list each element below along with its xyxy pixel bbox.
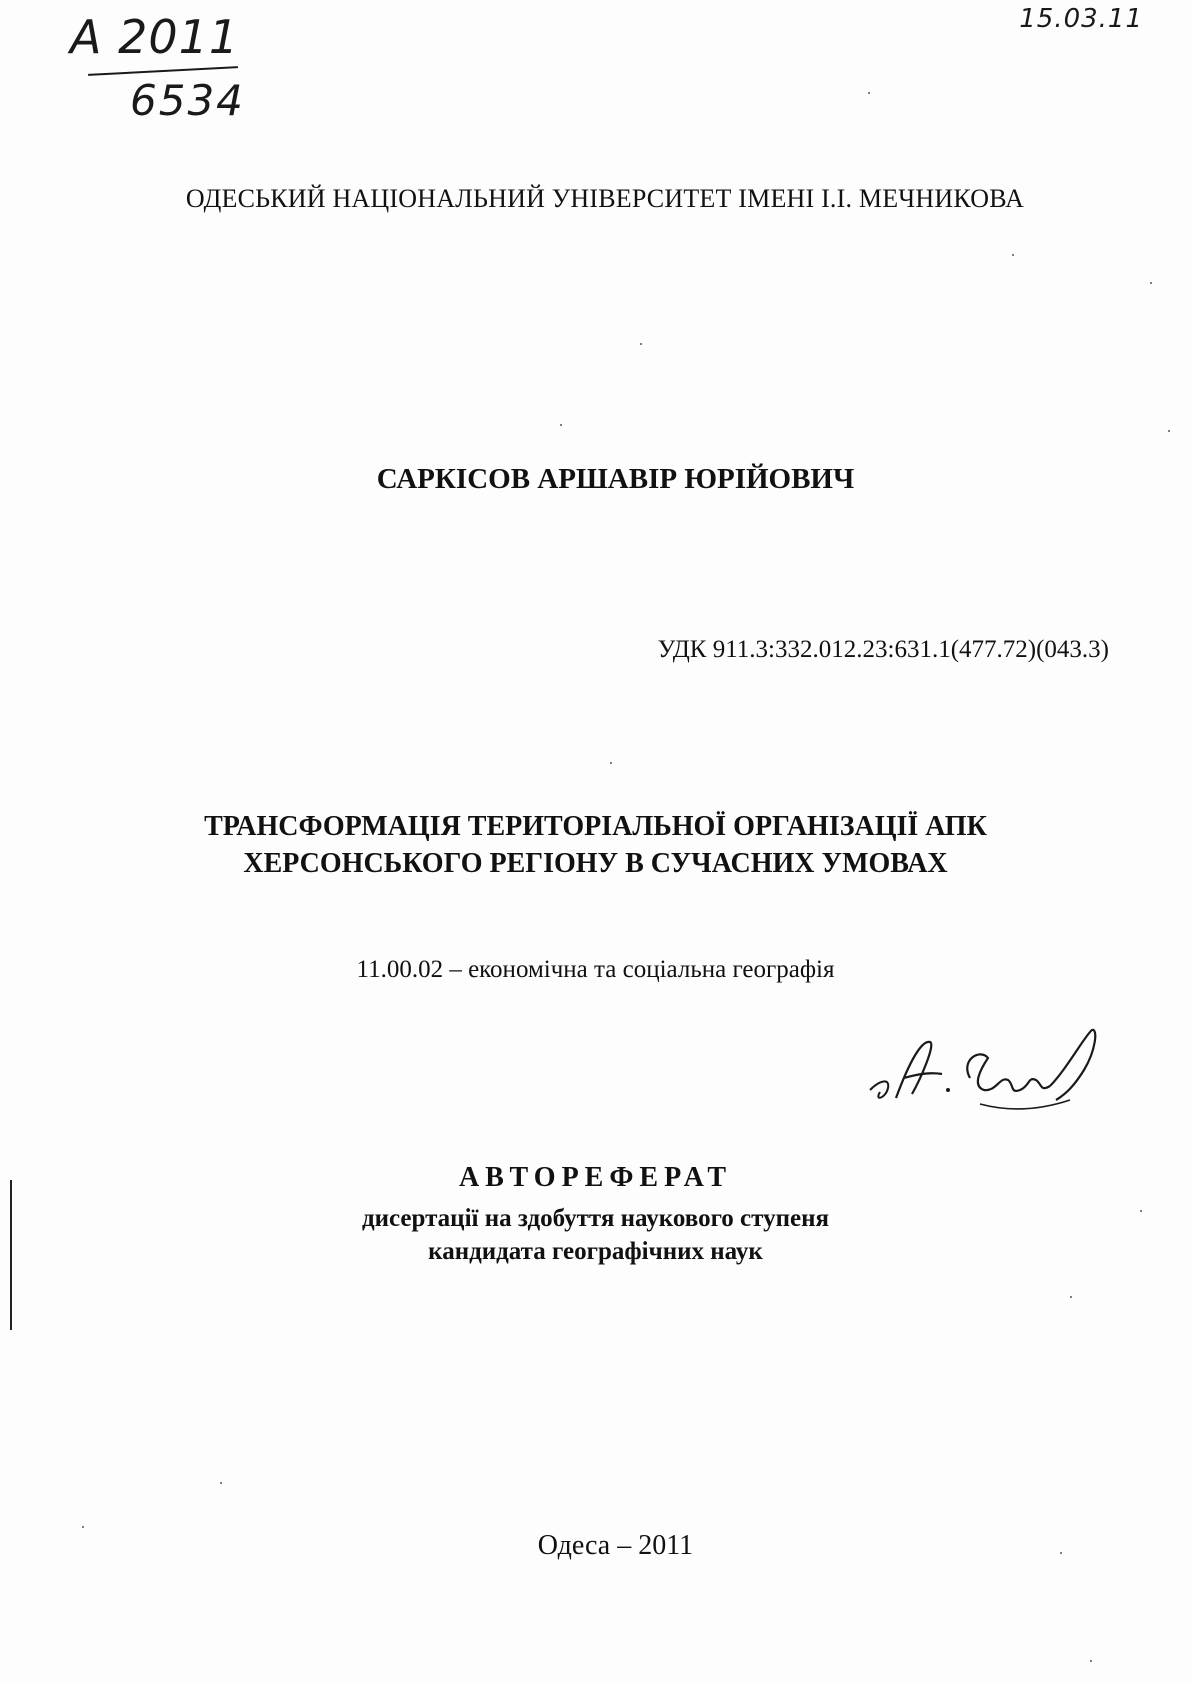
document-type: АВТОРЕФЕРАТ	[458, 1162, 733, 1193]
scan-speck	[1090, 1660, 1092, 1662]
archive-number-handwritten	[70, 10, 270, 130]
university-name: ОДЕСЬКИЙ НАЦІОНАЛЬНИЙ УНІВЕРСИТЕТ ІМЕНІ І.І. МЕЧНИКОВА	[185, 184, 1025, 213]
scan-speck	[560, 424, 562, 426]
archive-number-divider	[88, 66, 238, 76]
scan-edge-line	[10, 1180, 12, 1330]
scan-speck	[1168, 430, 1170, 432]
author-name: САРКІСОВ АРШАВІР ЮРІЙОВИЧ	[376, 463, 855, 495]
dissertation-title	[60, 808, 1131, 882]
title-line-1: ТРАНСФОРМАЦІЯ ТЕРИТОРІАЛЬНОЇ ОРГАНІЗАЦІЇ АПК	[204, 811, 987, 842]
place-and-year: Одеса – 2011	[537, 1530, 694, 1561]
scan-speck	[82, 1526, 84, 1528]
scan-speck	[868, 92, 870, 94]
scan-speck	[1012, 254, 1014, 256]
specialty-code: 11.00.02 – економічна та соціальна географія	[356, 956, 835, 983]
scan-speck	[1060, 1552, 1062, 1554]
scan-speck	[640, 343, 642, 345]
scan-speck	[1070, 1296, 1072, 1298]
scan-speck	[220, 1482, 222, 1484]
archive-number-bottom: 6534	[130, 76, 245, 125]
author-signature	[860, 1020, 1110, 1130]
title-line-2: ХЕРСОНСЬКОГО РЕГІОНУ В СУЧАСНИХ УМОВАХ	[243, 848, 948, 879]
udc-code: УДК 911.3:332.012.23:631.1(477.72)(043.3)	[657, 636, 1109, 663]
degree-purpose	[60, 1202, 1131, 1268]
purpose-line-1: дисертації на здобуття наукового ступеня	[361, 1205, 830, 1232]
archive-number-top: А 2011	[70, 10, 240, 64]
handwritten-date: 15.03.11	[1019, 4, 1143, 34]
scan-speck	[1140, 1210, 1142, 1212]
scan-speck	[1150, 282, 1152, 284]
scan-speck	[610, 762, 612, 764]
purpose-line-2: кандидата географічних наук	[428, 1238, 763, 1265]
